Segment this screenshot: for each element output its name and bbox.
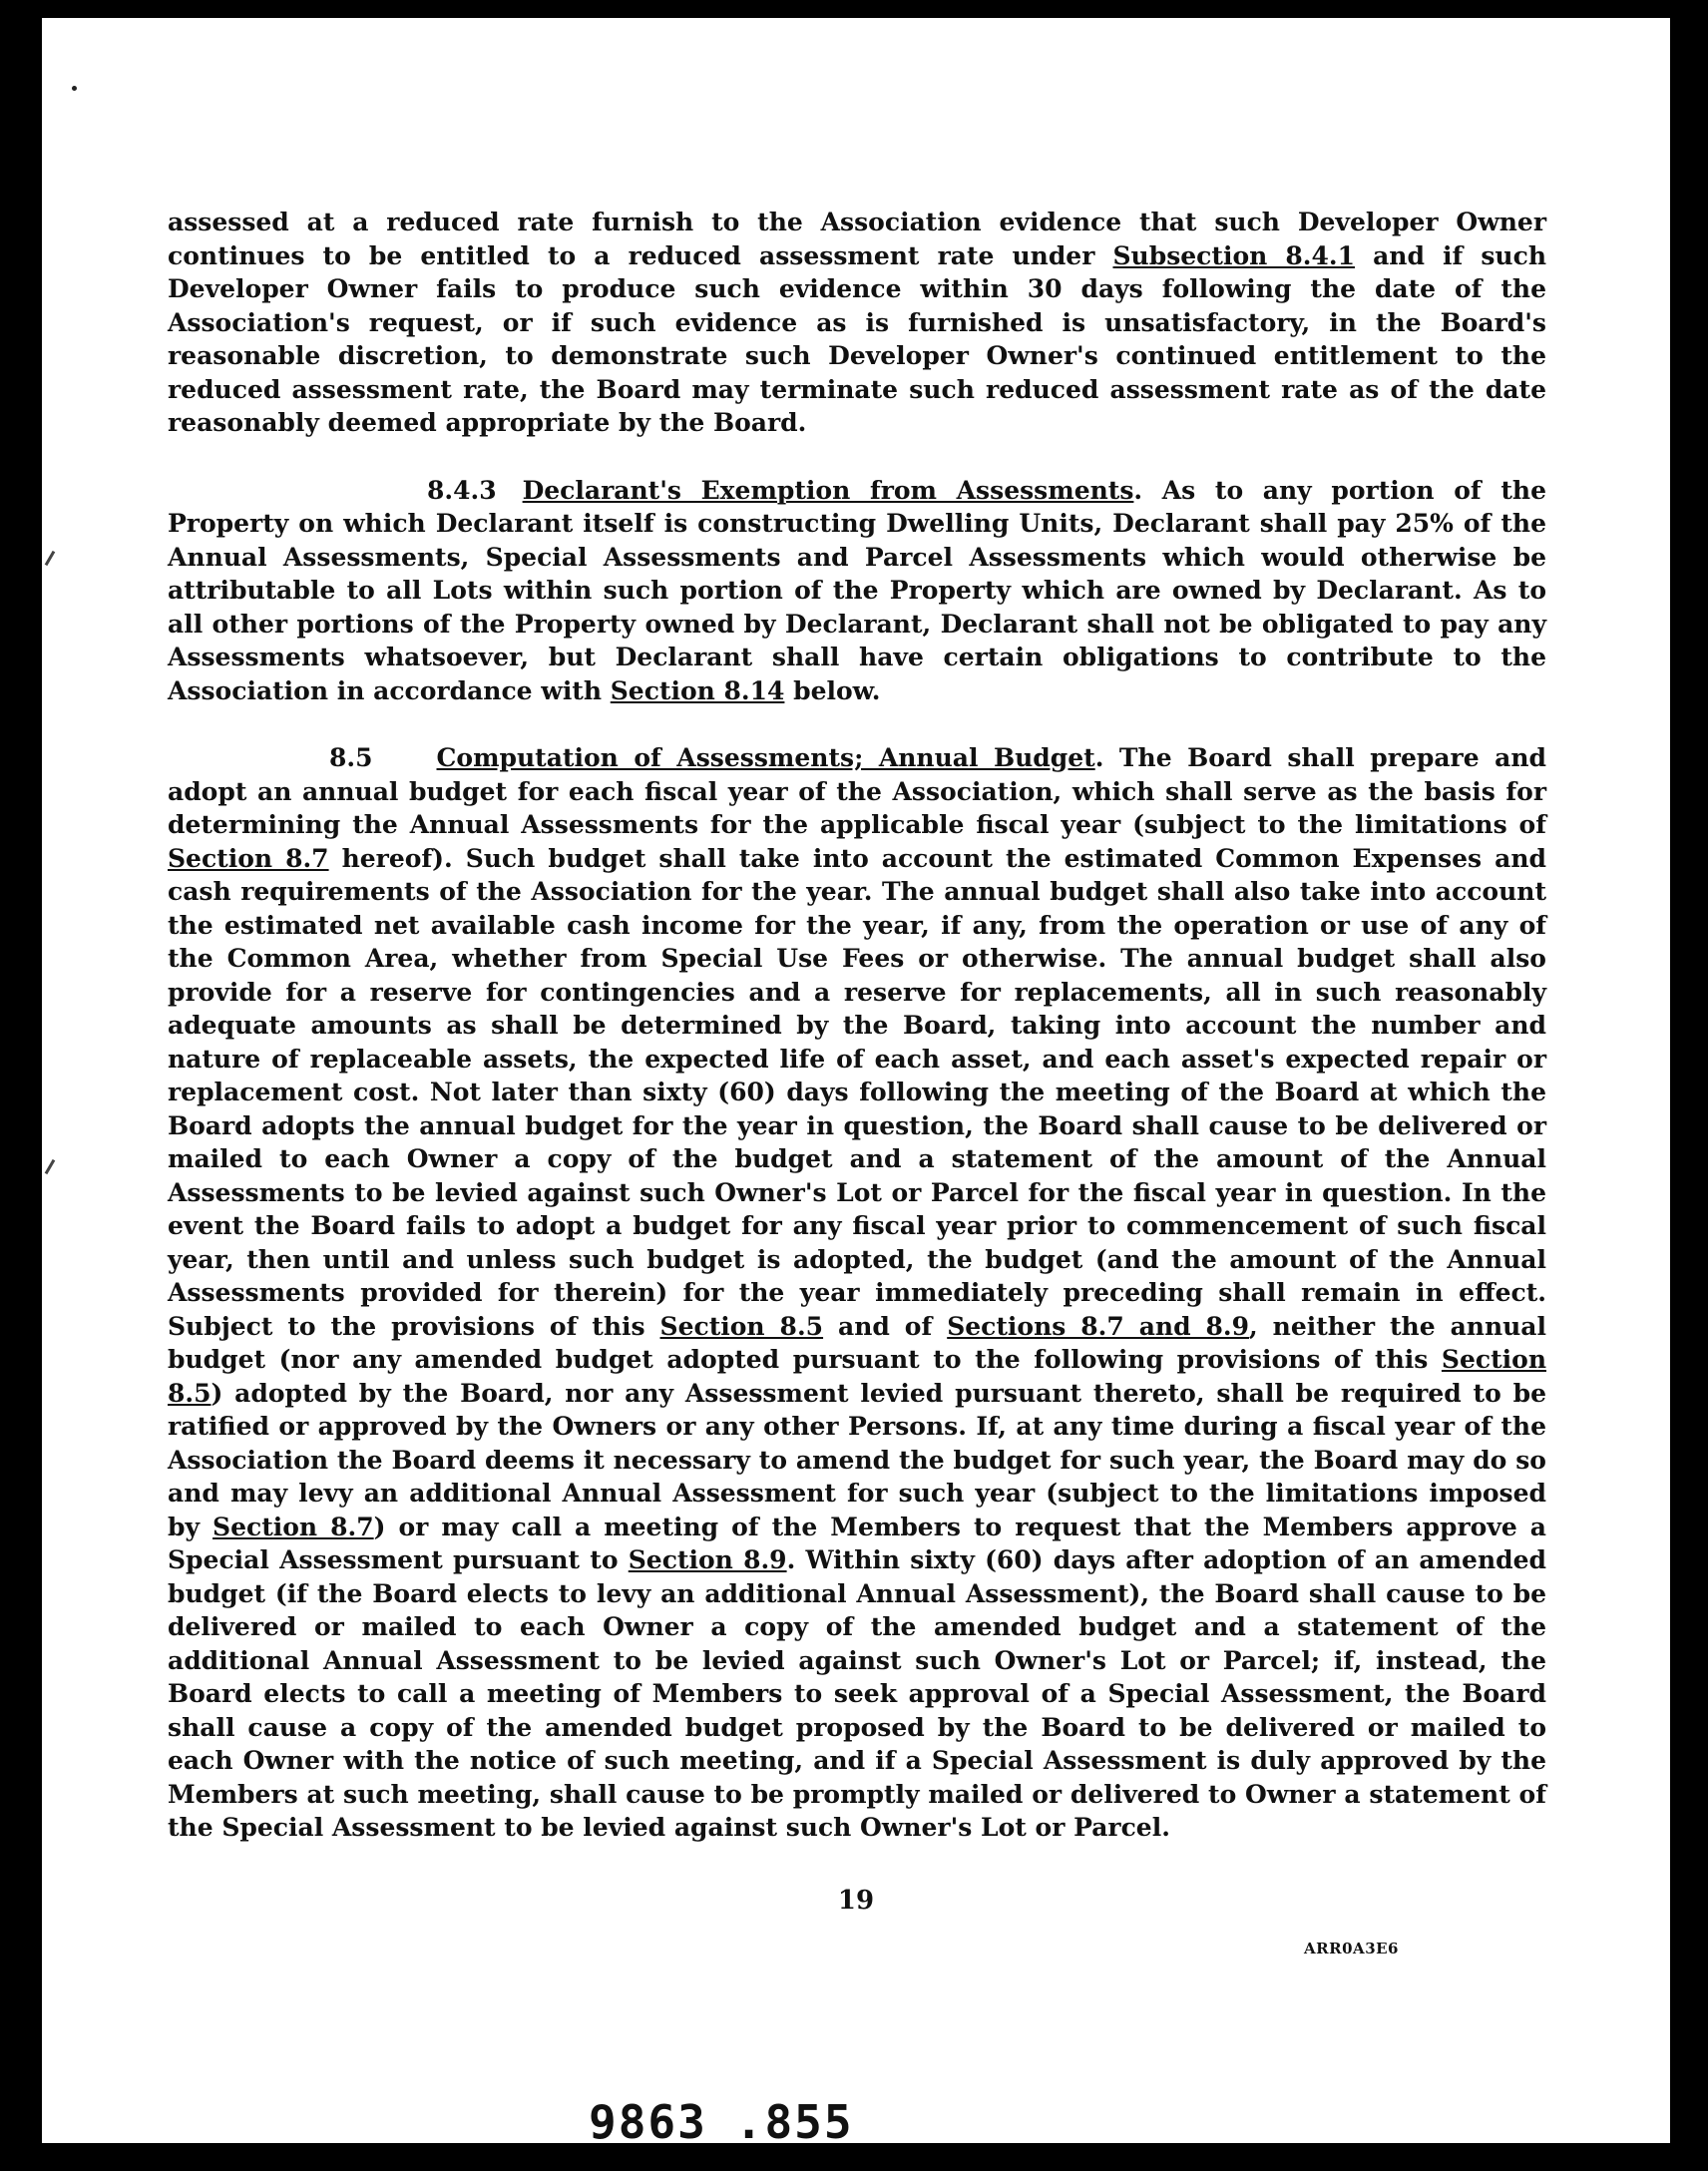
stamp-book-number: 9863 (589, 2095, 707, 2143)
section-reference: Subsection 8.4.1 (1112, 240, 1355, 270)
section-reference: Section 8.7 (168, 843, 329, 873)
section-reference: Section 8.5 (659, 1311, 824, 1341)
paragraph-8-5: 8.5 Computation of Assessments; Annual Budget. The Board shall prepare and adopt an annual budget for each fiscal year of the Association, which shall serve as the basis for determining the Annual Assessments for the applicable fiscal year (subject to the limitations of Section 8.7 hereof). Such budget shall take into account the estimated Common Expenses and cash requirements of the Association for the year. The annual budget shall also take into account the estimated net available cash income for the year, if any, from the operation or use of any of the Common Area, whether from Special Use Fees or otherwise. The annual budget shall also provide for a reserve for contingencies and a reserve for replacements, all in such reasonably adequate amounts as shall be determined by the Board, taking into account the number and nature of replaceable assets, the expected life of each asset, and each asset's expected repair or replacement cost. Not later than sixty (60) days following the meeting of the Board at which the Board adopts the annual budget for the year in question, the Board shall cause to be delivered or mailed to each Owner a copy of the budget and a statement of the amount of the Annual Assessments to be levied against such Owner's Lot or Parcel for the fiscal year in question. In the event the Board fails to adopt a budget for any fiscal year prior to commencement of such fiscal year, then until and unless such budget is adopted, the budget (and the amount of the Annual Assessments provided for therein) for the year immediately preceding shall remain in effect. Subject to the provisions of this Section 8.5 and of Sections 8.7 and 8.9, neither the annual budget (nor any amended budget adopted pursuant to the following provisions of this Section 8.5) adopted by the Board, nor any Assessment levied pursuant thereto, shall be required to be ratified or approved by the Owners or any other Persons. If, at any time during a fiscal year of the Association the Board deems it necessary to amend the budget for such year, the Board may do so and may levy an additional Annual Assessment for such year (subject to the limitations imposed by Section 8.7) or may call a meeting of the Members to request that the Members approve a Special Assessment pursuant to Section 8.9. Within sixty (60) days after adoption of an amended budget (if the Board elects to levy an additional Annual Assessment), the Board shall cause to be delivered or mailed to each Owner a copy of the amended budget and a statement of the additional Annual Assessment to be levied against such Owner's Lot or Parcel; if, instead, the Board elects to call a meeting of Members to seek approval of a Special Assessment, the Board shall cause a copy of the amended budget proposed by the Board to be delivered or mailed to each Owner with the notice of such meeting, and if a Special Assessment is duly approved by the Members at such meeting, shall cause to be promptly mailed or delivered to Owner a statement of the Special Assessment to be levied against such Owner's Lot or Parcel. (168, 743, 1547, 1842)
section-number: 8.5 (329, 743, 373, 772)
section-heading: Declarant's Exemption from Assessments (522, 475, 1134, 505)
document-body (168, 206, 1546, 1879)
scan-edge-mark (45, 551, 56, 566)
scan-edge-mark (45, 1159, 56, 1174)
section-reference: Section 8.14 (610, 675, 785, 705)
scan-speck (72, 86, 77, 91)
section-number: 8.4.3 (427, 475, 497, 505)
section-reference: Section 8.9 (628, 1545, 787, 1574)
paragraph-8-4-3: 8.4.3 Declarant's Exemption from Assessments. As to any portion of the Property on which Declarant itself is constructing Dwelling Units, Declarant shall pay 25% of the Annual Assessments, Special Assessments and Parcel Assessments which would otherwise be attributable to all Lots within such portion of the Property which are owned by Declarant. As to all other portions of the Property owned by Declarant, Declarant shall not be obligated to pay any Assessments whatsoever, but Declarant shall have certain obligations to contribute to the Association in accordance with Section 8.14 below. (168, 475, 1546, 705)
section-reference: Section 8.7 (213, 1512, 374, 1541)
recording-stamp (589, 2095, 854, 2143)
section-reference: Sections 8.7 and 8.9 (947, 1311, 1250, 1341)
page-number: 19 (837, 1886, 875, 1916)
paragraph-continuation: assessed at a reduced rate furnish to the Association evidence that such Developer Owner continues to be entitled to a reduced assessment rate under Subsection 8.4.1 and if such Developer Owner fails to produce such evidence within 30 days following the date of the Association's request, or if such evidence as is furnished is unsatisfactory, in the Board's reasonable discretion, to demonstrate such Developer Owner's continued entitlement to the reduced assessment rate, the Board may terminate such reduced assessment rate as of the date reasonably deemed appropriate by the Board. (168, 208, 1547, 437)
document-page (42, 18, 1670, 2143)
section-heading: Computation of Assessments; Annual Budget (436, 743, 1095, 772)
stamp-page-number: .855 (734, 2095, 854, 2143)
section-reference: Section 8.5 (168, 1345, 1546, 1408)
document-code: ARR0A3E6 (1304, 1940, 1399, 1957)
